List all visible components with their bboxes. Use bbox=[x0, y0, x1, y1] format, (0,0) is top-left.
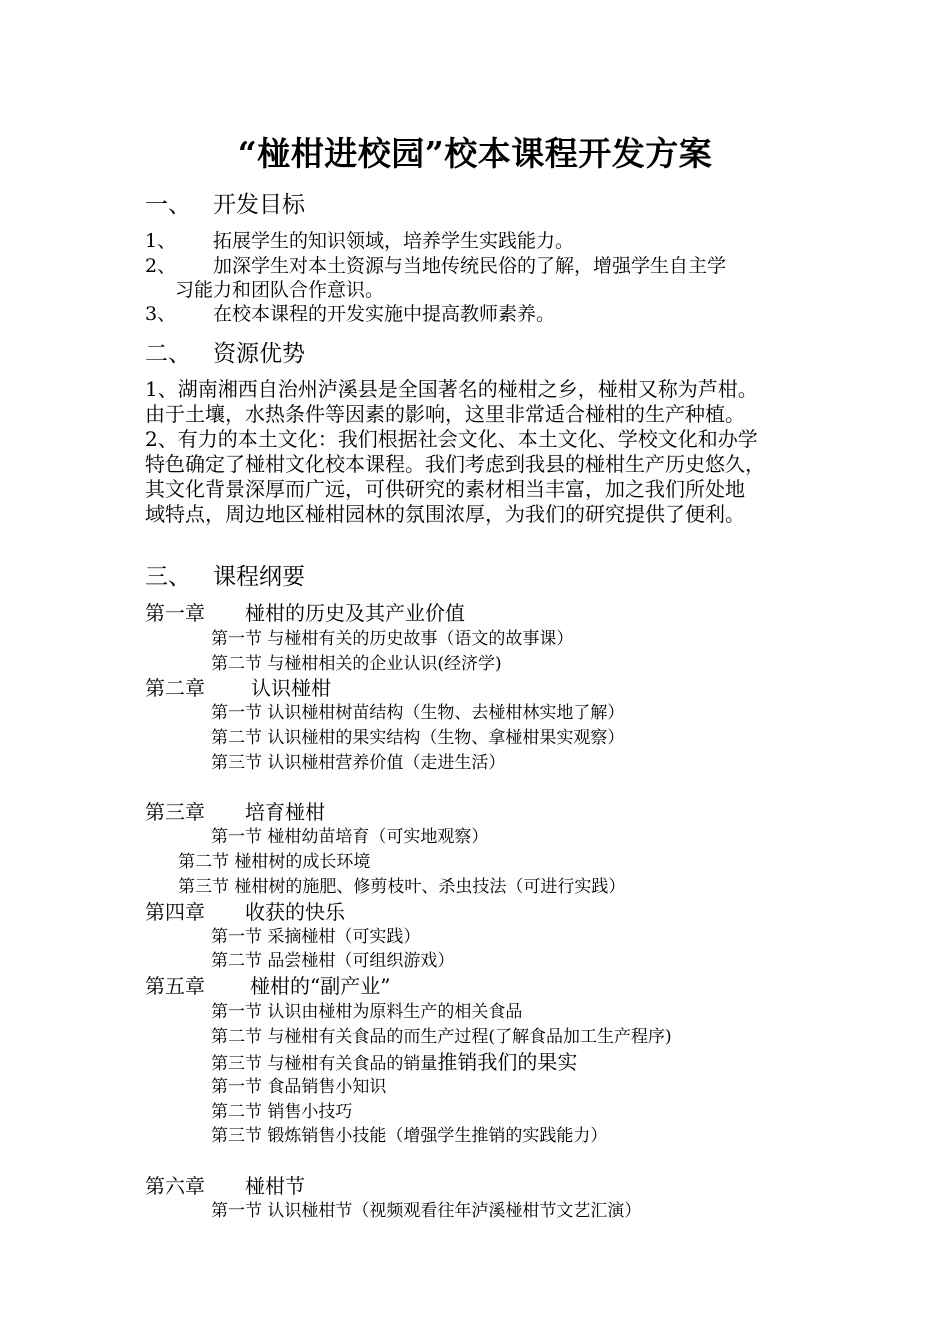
chapter-subheading: 推销我们的果实 bbox=[437, 1050, 578, 1074]
page-title: “椪柑进校园”校本课程开发方案 bbox=[237, 134, 713, 173]
paragraph-line: 由于土壤，水热条件等因素的影响，这里非常适合椪柑的生产种植。 bbox=[145, 402, 745, 426]
section-title: 课程纲要 bbox=[213, 564, 305, 590]
chapter-heading bbox=[145, 1170, 305, 1199]
section-number: 二、 bbox=[145, 341, 191, 367]
chapter-section-item: 第三节 锻炼销售小技能（增强学生推销的实践能力） bbox=[211, 1126, 608, 1146]
chapter-number: 第二章 bbox=[145, 676, 205, 700]
chapter-section-item: 第一节 认识由椪柑为原料生产的相关食品 bbox=[211, 1002, 523, 1022]
goal-text-continued: 习能力和团队合作意识。 bbox=[175, 279, 385, 301]
paragraph-line: 其文化背景深厚而广远，可供研究的素材相当丰富，加之我们所处地 bbox=[145, 477, 745, 501]
chapter-section-item: 第一节 与椪柑有关的历史故事（语文的故事课） bbox=[211, 629, 574, 649]
goal-item bbox=[145, 226, 574, 253]
chapter-section-item: 第二节 销售小技巧 bbox=[211, 1102, 353, 1122]
chapter-section-item: 第三节 认识椪柑营养价值（走进生活） bbox=[211, 753, 506, 773]
paragraph-line: 2、有力的本土文化：我们根据社会文化、本土文化、学校文化和办学 bbox=[145, 427, 758, 451]
paragraph-line: 1、湖南湘西自治州泸溪县是全国著名的椪柑之乡，椪柑又称为芦柑。 bbox=[145, 377, 758, 401]
chapter-title: 培育椪柑 bbox=[245, 800, 325, 824]
chapter-section-item: 第三节 椪柑树的施肥、修剪枝叶、杀虫技法（可进行实践） bbox=[178, 877, 626, 897]
chapter-section-item: 第二节 与椪柑有关食品的而生产过程(了解食品加工生产程序) bbox=[211, 1027, 672, 1047]
chapter-title: 认识椪柑 bbox=[251, 676, 331, 700]
chapter-title: 收获的快乐 bbox=[245, 900, 345, 924]
chapter-title: 椪柑的“副产业” bbox=[250, 974, 391, 998]
chapter-number: 第五章 bbox=[145, 974, 205, 998]
goal-text: 加深学生对本土资源与当地传统民俗的了解，增强学生自主学 bbox=[213, 255, 727, 277]
chapter-title: 椪柑的历史及其产业价值 bbox=[245, 601, 465, 625]
chapter-section-item: 第二节 椪柑树的成长环境 bbox=[178, 852, 371, 872]
chapter-section-item: 第一节 椪柑幼苗培育（可实地观察） bbox=[211, 827, 489, 847]
chapter-section-item: 第二节 认识椪柑的果实结构（生物、拿椪柑果实观察） bbox=[211, 728, 625, 748]
goal-number: 3、 bbox=[145, 303, 177, 325]
chapter-number: 第一章 bbox=[145, 601, 205, 625]
chapter-number: 第四章 bbox=[145, 900, 205, 924]
chapter-section-item: 第一节 认识椪柑节（视频观看往年泸溪椪柑节文艺汇演） bbox=[211, 1201, 642, 1221]
chapter-section-item: 第一节 采摘椪柑（可实践） bbox=[211, 927, 421, 947]
section-heading-resources bbox=[145, 335, 305, 368]
goal-text: 拓展学生的知识领域，培养学生实践能力。 bbox=[213, 230, 575, 252]
section-heading-goals bbox=[145, 186, 305, 219]
section-title: 资源优势 bbox=[213, 341, 305, 367]
chapter-section-item: 第二节 品尝椪柑（可组织游戏） bbox=[211, 951, 455, 971]
goal-number: 2、 bbox=[145, 255, 177, 277]
section-number: 一、 bbox=[145, 192, 191, 218]
chapter-number: 第六章 bbox=[145, 1174, 205, 1198]
chapter-heading bbox=[145, 597, 465, 626]
section-title: 开发目标 bbox=[213, 192, 305, 218]
chapter-number: 第三章 bbox=[145, 800, 205, 824]
chapter-heading bbox=[145, 970, 390, 999]
chapter-heading bbox=[145, 896, 345, 925]
section-number: 三、 bbox=[145, 564, 191, 590]
paragraph-line: 特色确定了椪柑文化校本课程。我们考虑到我县的椪柑生产历史悠久， bbox=[145, 452, 765, 476]
chapter-heading bbox=[145, 672, 331, 701]
section-heading-outline bbox=[145, 558, 305, 591]
chapter-title: 椪柑节 bbox=[245, 1174, 305, 1198]
chapter-section-item: 第二节 与椪柑相关的企业认识(经济学) bbox=[211, 654, 502, 674]
chapter-section-item: 第一节 认识椪柑树苗结构（生物、去椪柑林实地了解） bbox=[211, 703, 625, 723]
goal-text: 在校本课程的开发实施中提高教师素养。 bbox=[213, 303, 556, 325]
goal-item bbox=[145, 299, 555, 326]
chapter-heading bbox=[145, 796, 325, 825]
chapter-section-item: 第三节 与椪柑有关食品的销量推销我们的果实 bbox=[211, 1050, 578, 1074]
chapter-section-item: 第一节 食品销售小知识 bbox=[211, 1077, 387, 1097]
paragraph-line: 域特点，周边地区椪柑园林的氛围浓厚，为我们的研究提供了便利。 bbox=[145, 502, 745, 526]
goal-number: 1、 bbox=[145, 230, 177, 252]
goal-item bbox=[145, 251, 726, 278]
